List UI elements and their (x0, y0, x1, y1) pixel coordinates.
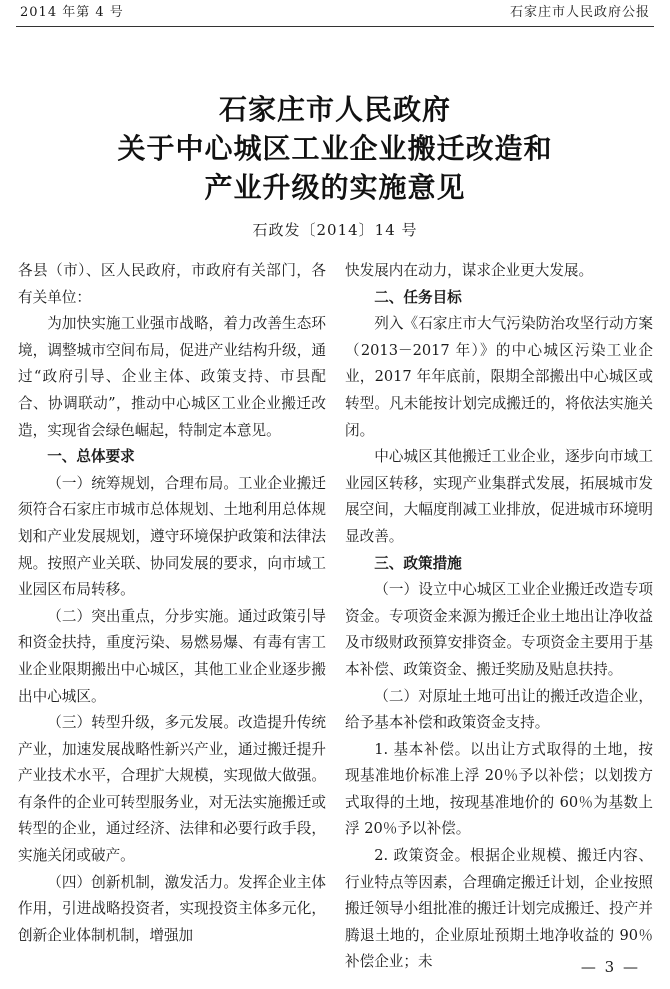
salutation: 各县（市）、区人民政府，市政府有关部门，各有关单位： (18, 262, 326, 306)
section-heading-2: 二、任务目标 (374, 288, 462, 306)
paragraph-1-2: （二）突出重点，分步实施。通过政策引导和资金扶持，重度污染、易燃易爆、有毒有害工业企业限期搬出中心城区，其他工业企业逐步搬出中心城区。 (18, 607, 326, 705)
paragraph-3-2-1: 1. 基本补偿。以出让方式取得的土地，按现基准地价标准上浮 20％予以补偿；以划拨方式取得的土地，按现基准地价的 60％为基数上浮 20％予以补偿。 (345, 740, 653, 838)
paragraph-2-2: 中心城区其他搬迁工业企业，逐步向市域工业园区转移，实现产业集群式发展，拓展城市发展空间，大幅度削减工业排放，促进城市环境明显改善。 (345, 448, 653, 545)
intro-paragraph: 为加快实施工业强市战略，着力改善生态环境，调整城市空间布局，促进产业结构升级，通过“政府引导、企业主体、政策支持、市县配合、协调联动”，推动中心城区工业企业搬迁改造，实现省会绿色崛起，特制定本意见。 (18, 315, 326, 439)
title-line-1: 石家庄市人民政府 (218, 93, 451, 126)
title-line-2: 关于中心城区工业企业搬迁改造和 (117, 132, 553, 165)
page-header (16, 2, 654, 27)
paragraph-1-3: （三）转型升级，多元发展。改造提升传统产业，加速发展战略性新兴产业，通过搬迁提升产业技术水平，合理扩大规模，实现做大做强。有条件的企业可转型服务业，对无法实施搬迁或转型的企业，通过经济、法律和必要行政手段，实施关闭或破产。 (18, 714, 326, 865)
document-number: 石政发〔2014〕14 号 (252, 221, 418, 239)
paragraph-3-1: （一）设立中心城区工业企业搬迁改造专项资金。专项资金来源为搬迁企业土地出让净收益及市级财政预算安排资金。专项资金主要用于基本补偿、政策资金、搬迁奖励及贴息扶持。 (345, 581, 653, 678)
paragraph-1-4-cont: 快发展内在动力，谋求企业更大发展。 (345, 262, 594, 279)
paragraph-1-1: （一）统筹规划，合理布局。工业企业搬迁须符合石家庄市城市总体规划、土地利用总体规划和产业发展规划，遵守环境保护政策和法律法规。按照产业关联、协同发展的要求，向市域工业园区布局转移。 (18, 474, 326, 599)
paragraph-3-2-2: 2. 政策资金。根据企业规模、搬迁内容、行业特点等因素，合理确定搬迁计划，企业按照搬迁领导小组批准的搬迁计划完成搬迁、投产并腾退土地的，企业原址预期土地净收益的 90％补偿企业；未 (345, 847, 653, 971)
title-line-3: 产业升级的实施意见 (204, 171, 466, 204)
paragraph-1-4: （四）创新机制，激发活力。发挥企业主体作用，引进战略投资者，实现投资主体多元化，创新企业体制机制，增强加 (18, 873, 326, 944)
page-number: — 3 — (580, 958, 640, 976)
publication-name: 石家庄市人民政府公报 (509, 5, 650, 20)
left-column (18, 258, 326, 949)
section-heading-3: 三、政策措施 (374, 554, 462, 572)
right-column (345, 258, 653, 976)
issue-label: 2014 年第 4 号 (20, 5, 124, 20)
document-title (0, 90, 670, 240)
paragraph-3-2: （二）对原址土地可出让的搬迁改造企业，给予基本补偿和政策资金支持。 (345, 687, 653, 732)
section-heading-1: 一、总体要求 (47, 448, 135, 466)
body-columns (18, 258, 653, 971)
paragraph-2-1: 列入《石家庄市大气污染防治攻坚行动方案（2013－2017 年）》的中心城区污染工业企业，2017 年年底前，限期全部搬出中心城区或转型。凡未能按计划完成搬迁的，将依法实施关闭。 (345, 315, 653, 439)
